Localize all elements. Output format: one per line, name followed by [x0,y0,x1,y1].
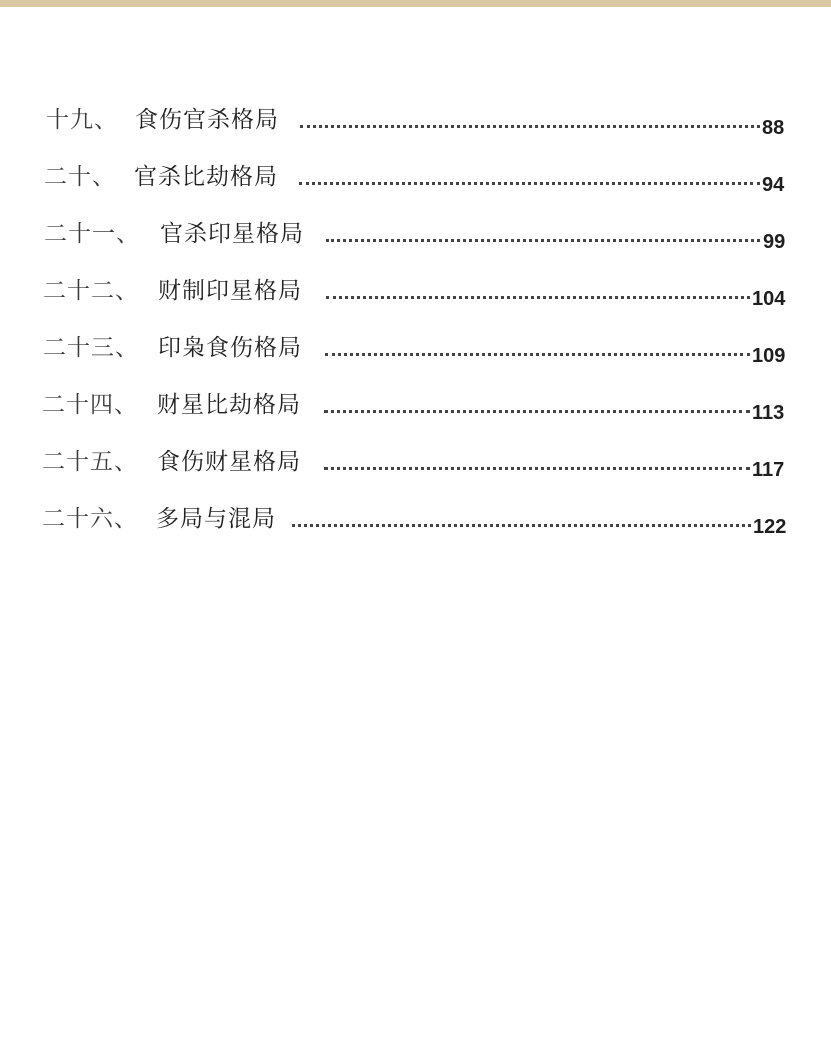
toc-entry-title: 多局与混局 [156,506,276,532]
toc-entry-number: 二十三、 [43,335,139,361]
top-border-strip [0,0,831,7]
toc-dot-leader [324,410,750,413]
toc-entry-number: 二十五、 [42,449,138,475]
toc-entry-page: 117 [752,459,785,481]
toc-dot-leader [299,182,760,185]
toc-entry-title: 财星比劫格局 [157,392,301,418]
toc-entry-number: 二十四、 [42,392,138,418]
toc-entry[interactable] [0,442,831,482]
toc-entry-number: 十九、 [46,107,118,133]
toc-entry-page: 99 [763,231,786,253]
toc-entry-number: 二十、 [44,164,116,190]
toc-entry-page: 88 [762,117,785,139]
toc-dot-leader [326,239,760,242]
toc-entry-title: 财制印星格局 [158,278,302,304]
toc-entry-page: 94 [762,174,785,196]
toc-dot-leader [326,296,750,299]
toc-entry-title: 食伤财星格局 [157,449,301,475]
toc-entry-title: 官杀比劫格局 [134,164,278,190]
toc-entry[interactable] [0,271,831,311]
toc-entry-page: 109 [752,345,786,367]
toc-dot-leader [292,524,751,527]
toc-entry-page: 104 [752,288,786,310]
toc-entry-title: 官杀印星格局 [160,221,304,247]
toc-dot-leader [300,125,760,128]
toc-dot-leader [325,353,750,356]
toc-entry-page: 122 [753,516,787,538]
toc-entry[interactable] [0,214,831,254]
toc-entry-number: 二十一、 [44,221,140,247]
toc-entry-title: 食伤官杀格局 [135,107,279,133]
toc-entry[interactable] [0,100,831,140]
toc-entry[interactable] [0,499,831,539]
toc-entry[interactable] [0,157,831,197]
toc-entry-title: 印枭食伤格局 [158,335,302,361]
toc-entry[interactable] [0,385,831,425]
toc-entry-number: 二十二、 [43,278,139,304]
toc-entry[interactable] [0,328,831,368]
toc-entry-page: 113 [752,402,785,424]
toc-entry-number: 二十六、 [42,506,138,532]
toc-dot-leader [324,467,750,470]
